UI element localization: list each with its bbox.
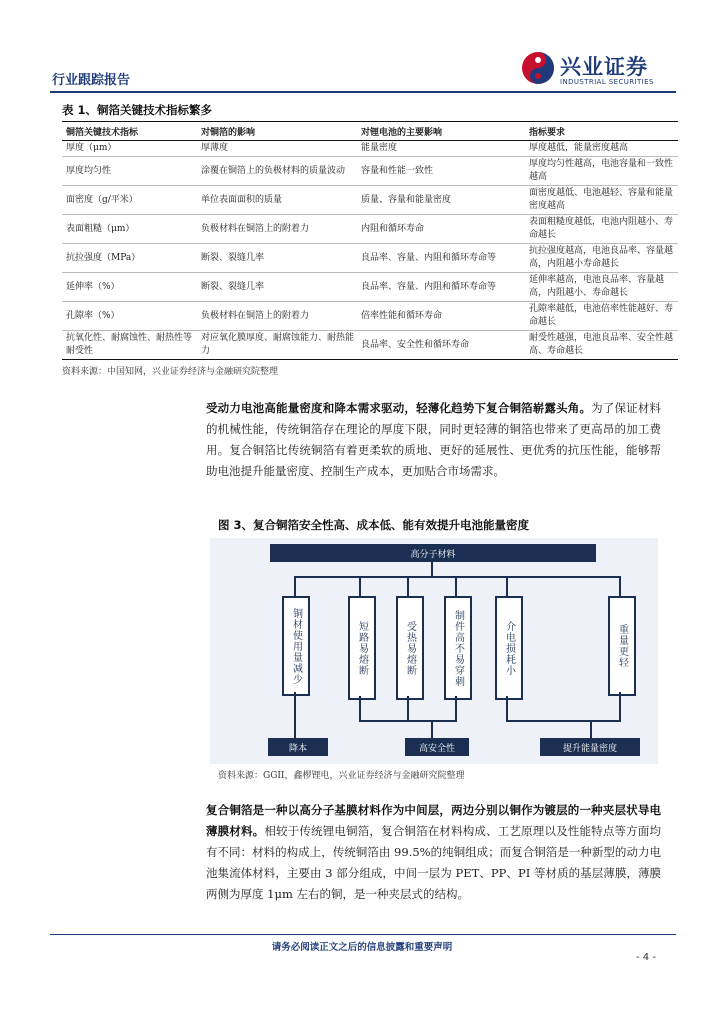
header-divider: [50, 91, 676, 93]
connector: [294, 576, 296, 596]
footer-divider: [50, 934, 676, 935]
table-cell: 孔隙率越低，电池倍率性能越好、寿命越长: [525, 302, 678, 331]
connector: [431, 562, 433, 576]
report-type: 行业跟踪报告: [52, 73, 131, 88]
connector: [431, 720, 433, 738]
connector: [506, 576, 508, 596]
table-cell: 厚度越低，能量密度越高: [525, 141, 678, 157]
paragraph-1-lead: 受动力电池高能量密度和降本需求驱动，轻薄化趋势下复合铜箔崭露头角。: [206, 401, 592, 415]
table-cell: 面密度越低、电池越轻、容量和能量密度越高: [525, 186, 678, 215]
table-row: [62, 186, 678, 215]
benefit-copper-saving: 铜材使用量减少: [282, 596, 310, 696]
connector: [506, 720, 621, 722]
table-cell: 厚度均匀性: [62, 157, 197, 186]
tech-indicator-table: [62, 121, 678, 360]
connector: [506, 696, 508, 720]
benefit-lighter-weight: 重量更轻: [608, 596, 636, 696]
benefit-low-dielectric-loss: 介电损耗小: [495, 596, 523, 700]
table-row: [62, 331, 678, 360]
table-cell: 容量和性能一致性: [357, 157, 525, 186]
paragraph-2: [206, 800, 661, 905]
table-row: [62, 244, 678, 273]
connector: [359, 720, 457, 722]
connector: [294, 692, 296, 738]
table-cell: 表面粗糙度越低，电池内阻越小、寿命越长: [525, 215, 678, 244]
table-cell: 良品率、安全性和循环寿命: [357, 331, 525, 360]
page-number: - 4 -: [636, 952, 656, 963]
table-header: 指标要求: [525, 122, 678, 141]
logo-text-cn: 兴业证券: [560, 55, 648, 79]
table-cell: 孔隙率（%）: [62, 302, 197, 331]
figure-title: 图 3、复合铜箔安全性高、成本低、能有效提升电池能量密度: [218, 518, 530, 532]
table-cell: 延伸率越高，电池良品率、容量越高，内阻越小、寿命越长: [525, 273, 678, 302]
table-cell: 面密度（g/平米）: [62, 186, 197, 215]
table-cell: 表面粗糙（μm）: [62, 215, 197, 244]
table-title: 表 1、铜箔关键技术指标繁多: [62, 103, 213, 117]
connector: [619, 692, 621, 720]
connector: [359, 696, 361, 720]
table-row: [62, 157, 678, 186]
table-source: 资料来源：中国知网，兴业证券经济与金融研究院整理: [62, 367, 279, 377]
paragraph-1: [206, 398, 661, 482]
table-header-row: [62, 122, 678, 141]
benefit-puncture-resistant: 制件高不易穿刺: [444, 596, 472, 700]
table-cell: 能量密度: [357, 141, 525, 157]
figure-source: 资料来源：GGII，鑫椤锂电，兴业证券经济与金融研究院整理: [218, 771, 465, 781]
logo-text-en: INDUSTRIAL SECURITIES: [560, 78, 654, 86]
outcome-high-safety: 高安全性: [405, 738, 469, 756]
table-cell: 厚度均匀性越高，电池容量和一致性越高: [525, 157, 678, 186]
outcome-cost-reduction: 降本: [268, 738, 328, 756]
disclaimer-notice: 请务必阅读正文之后的信息披露和重要声明: [271, 942, 453, 953]
connector: [590, 720, 592, 738]
table-cell: 单位表面面积的质量: [197, 186, 357, 215]
table-cell: 良品率、容量、内阻和循环寿命等: [357, 273, 525, 302]
connector: [455, 696, 457, 720]
table-cell: 良品率、容量、内阻和循环寿命等: [357, 244, 525, 273]
table-cell: 抗拉强度（MPa）: [62, 244, 197, 273]
table-cell: 厚度（μm）: [62, 141, 197, 157]
table-cell: 质量、容量和能量密度: [357, 186, 525, 215]
table-cell: 涂覆在铜箔上的负极材料的质量波动: [197, 157, 357, 186]
benefit-short-circuit-fuse: 短路易熔断: [348, 596, 376, 700]
paragraph-2-body: 相较于传统锂电铜箔，复合铜箔在材料构成、工艺原理以及性能特点等方面均有不同：材料的构成上，传统铜箔由 99.5%的纯铜组成；而复合铜箔是一种新型的动力电池集流体材料，主要由 3 部分组成，中间一层为 PET、PP、PI 等材质的基层薄膜，薄膜两侧为厚度 1μm 左右的铜，是一种夹层式的结构。: [206, 824, 661, 901]
connector: [407, 696, 409, 720]
connector: [455, 576, 457, 596]
table-cell: 负极材料在铜箔上的附着力: [197, 215, 357, 244]
table-row: [62, 302, 678, 331]
connector: [359, 576, 361, 596]
benefit-heat-fuse: 受热易熔断: [396, 596, 424, 700]
table-cell: 抗拉强度越高，电池良品率、容量越高，内阻越小寿命越长: [525, 244, 678, 273]
table-header: 对铜箔的影响: [197, 122, 357, 141]
table-cell: 对应氧化膜厚度、耐腐蚀能力、耐热能力: [197, 331, 357, 360]
diagram-top-label: 高分子材料: [270, 544, 596, 562]
composite-copper-diagram: [210, 538, 658, 764]
table-cell: 抗氧化性、耐腐蚀性、耐热性等耐受性: [62, 331, 197, 360]
table-cell: 负极材料在铜箔上的附着力: [197, 302, 357, 331]
table-cell: 延伸率（%）: [62, 273, 197, 302]
brand-logo-icon: [520, 50, 556, 86]
outcome-energy-density: 提升能量密度: [540, 738, 640, 756]
paragraph-2-lead: 复合铜箔是一种以高分子基膜材料作为中间层，两边分别以铜作为镀层的一种夹层状导电薄膜材料。: [206, 803, 661, 838]
connector: [619, 576, 621, 596]
table-cell: 耐受性越强，电池良品率、安全性越高、寿命越长: [525, 331, 678, 360]
table-row: [62, 273, 678, 302]
connector: [294, 576, 620, 578]
table-row: [62, 141, 678, 157]
table-cell: 断裂、裂缝几率: [197, 244, 357, 273]
table-cell: 断裂、裂缝几率: [197, 273, 357, 302]
connector: [407, 576, 409, 596]
table-cell: 倍率性能和循环寿命: [357, 302, 525, 331]
table-header: 铜箔关键技术指标: [62, 122, 197, 141]
paragraph-1-body: 为了保证材料的机械性能，传统铜箔存在理论的厚度下限，同时更轻薄的铜箔也带来了更高昂的加工费用。复合铜箔比传统铜箔有着更柔软的质地、更好的延展性、更优秀的抗压性能，能够帮助电池提升能量密度、控制生产成本，更加贴合市场需求。: [206, 401, 662, 478]
table-cell: 内阻和循环寿命: [357, 215, 525, 244]
table-row: [62, 215, 678, 244]
table-header: 对锂电池的主要影响: [357, 122, 525, 141]
table-cell: 厚薄度: [197, 141, 357, 157]
